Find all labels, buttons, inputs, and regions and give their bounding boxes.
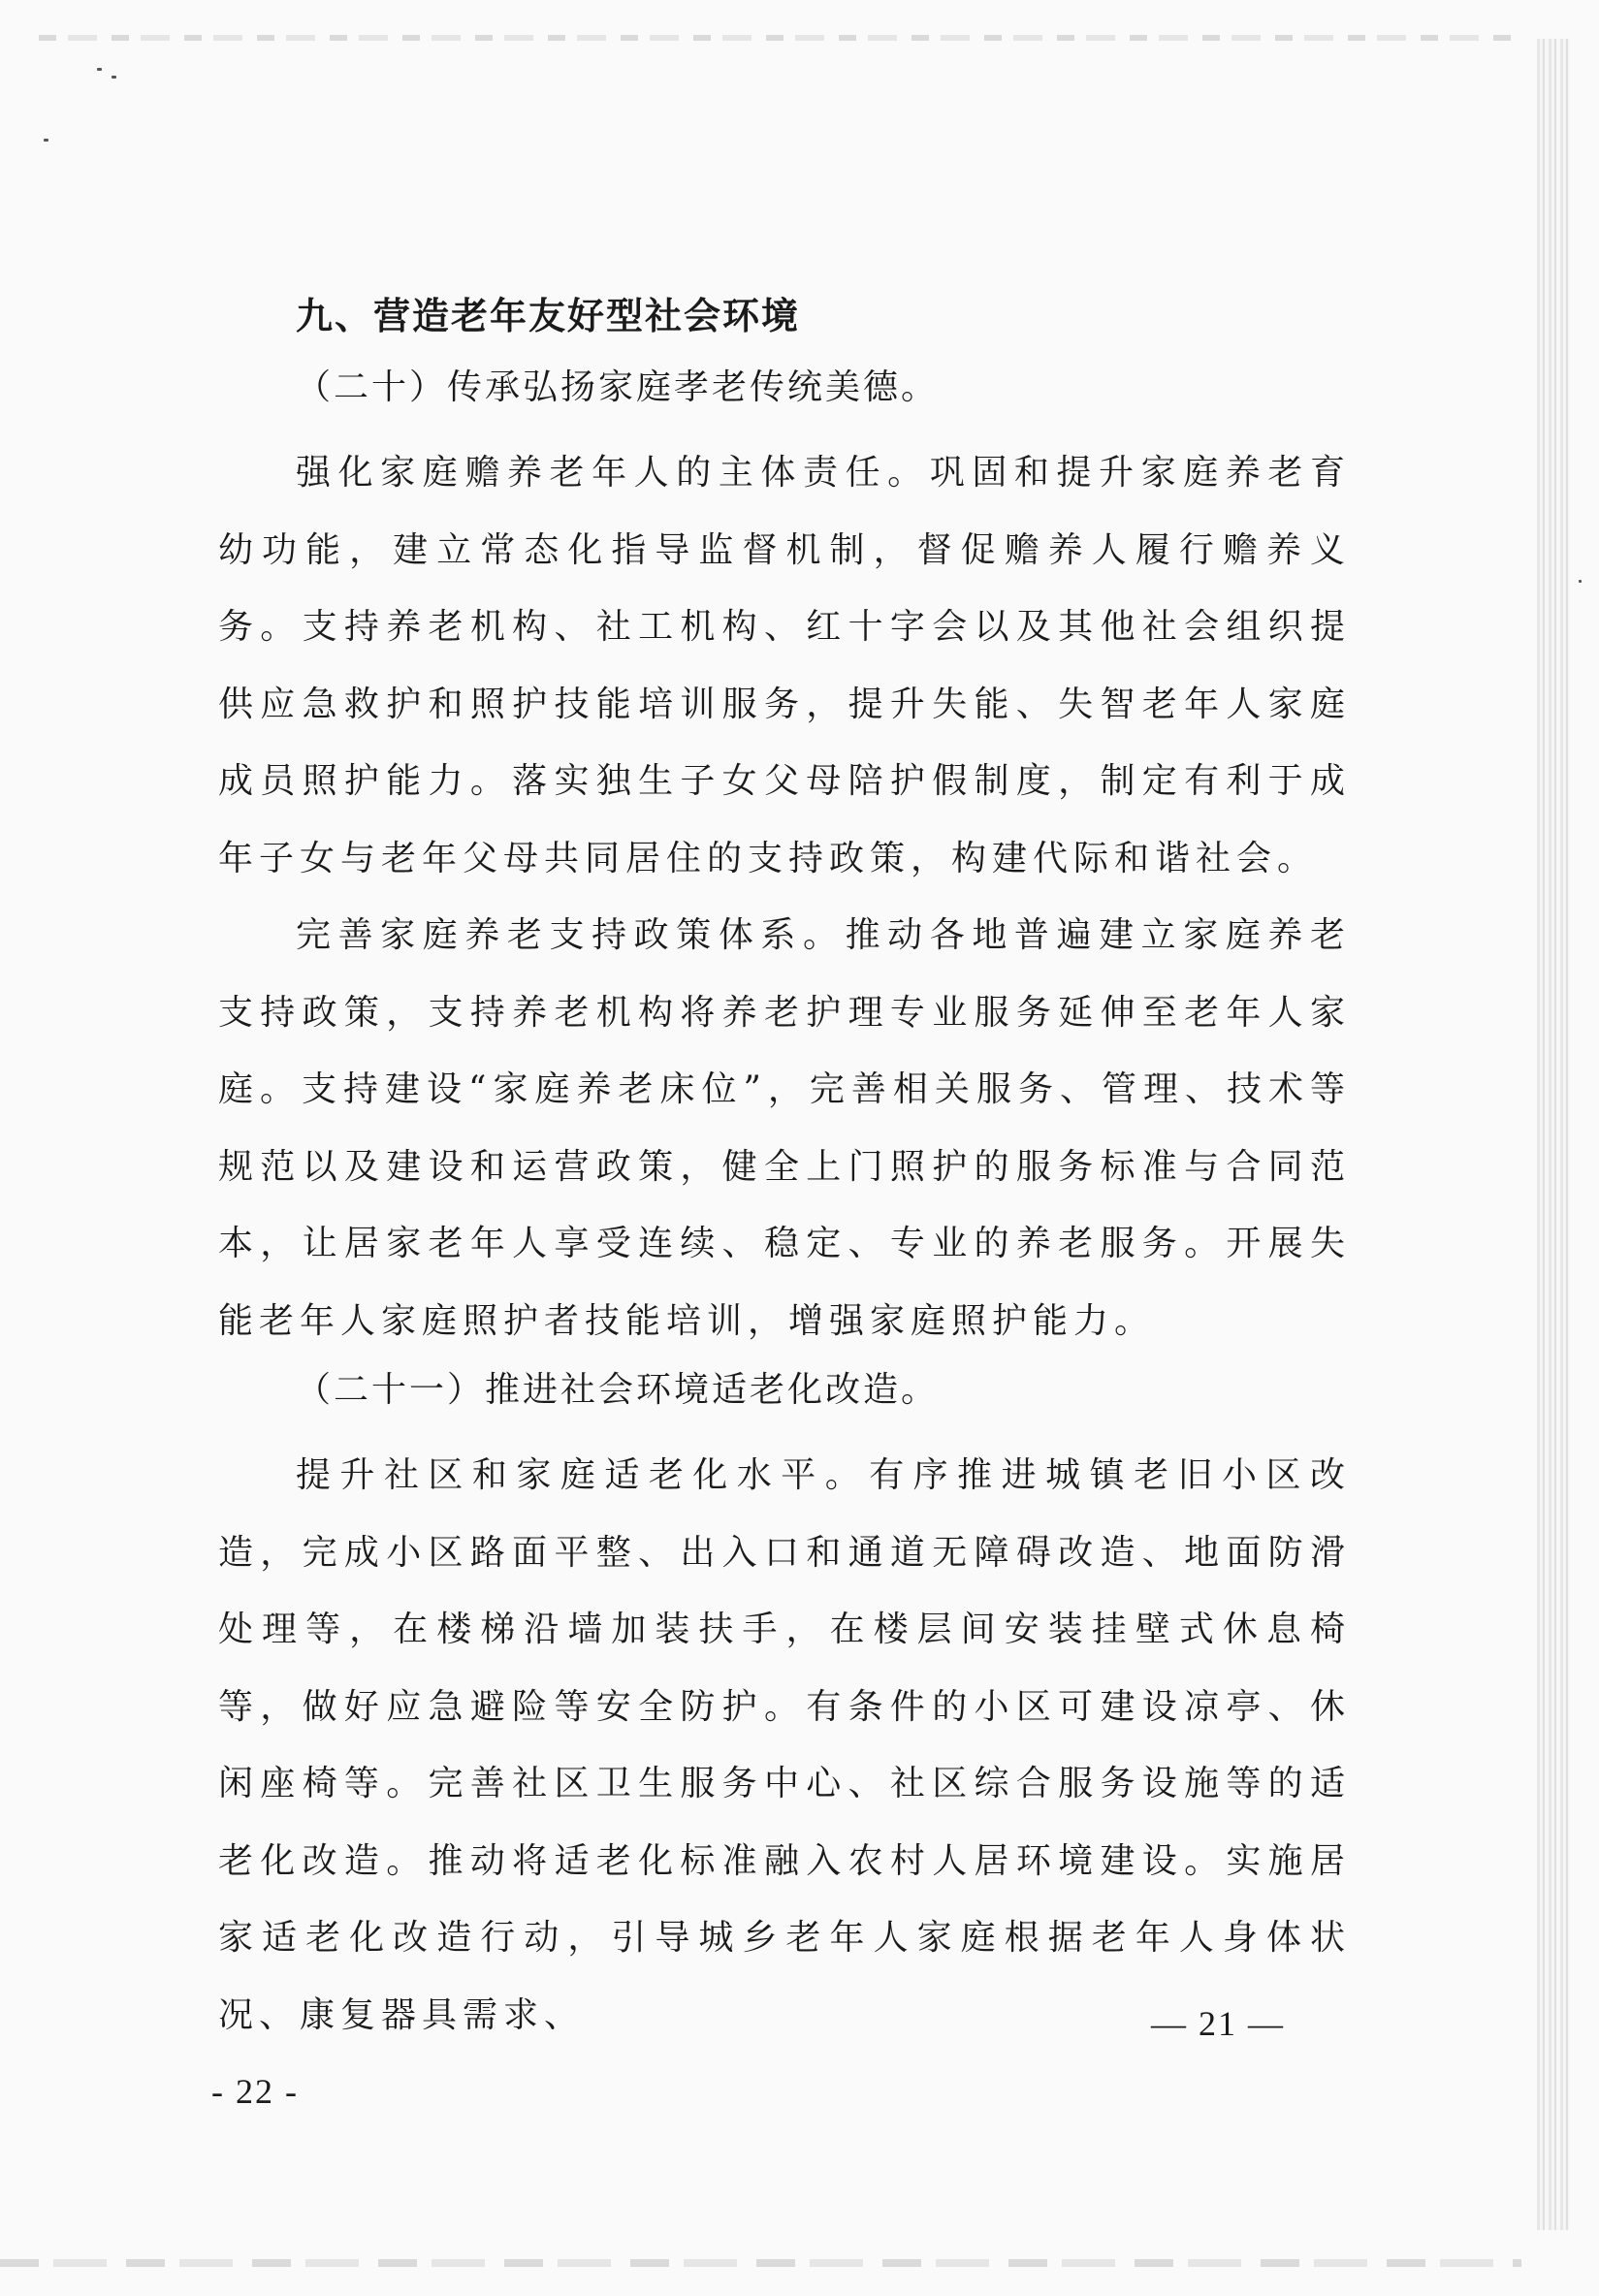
subsection-heading: （二十一）推进社会环境适老化改造。 xyxy=(296,1370,940,1410)
scan-page-number: - 22 - xyxy=(211,2072,299,2111)
section-heading: 九、营造老年友好型社会环境 xyxy=(296,295,801,337)
scan-artifact-right xyxy=(1537,39,1570,2230)
scan-artifact-bottom xyxy=(0,2259,1521,2267)
scan-speck xyxy=(97,68,102,71)
scan-artifact-top xyxy=(39,35,1521,41)
scan-speck xyxy=(1579,580,1582,583)
scan-speck xyxy=(112,76,116,79)
paragraph: 完善家庭养老支持政策体系。推动各地普遍建立家庭养老支持政策，支持养老机构将养老护理专业服务延伸至老年人家庭。支持建设“家庭养老床位”，完善相关服务、管理、技术等规范以及建设和运营政策，健全上门照护的服务标准与合同范本，让居家老年人享受连续、稳定、专业的养老服务。开展失能老年人家庭照护者技能培训，增强家庭照护能力。 xyxy=(218,915,1351,1341)
printed-page-number: — 21 — xyxy=(1151,2004,1285,2043)
document-body xyxy=(218,291,1351,2054)
paragraph: 强化家庭赡养老年人的主体责任。巩固和提升家庭养老育幼功能，建立常态化指导监督机制，督促赡养人履行赡养义务。支持养老机构、社工机构、红十字会以及其他社会组织提供应急救护和照护技能培训服务，提升失能、失智老年人家庭成员照护能力。落实独生子女父母陪护假制度，制定有利于成年子女与老年父母共同居住的支持政策，构建代际和谐社会。 xyxy=(218,453,1351,878)
subsection-heading: （二十）传承弘扬家庭孝老传统美德。 xyxy=(296,367,940,407)
scan-speck xyxy=(44,139,48,142)
paragraph: 提升社区和家庭适老化水平。有序推进城镇老旧小区改造，完成小区路面平整、出入口和通道无障碍改造、地面防滑处理等，在楼梯沿墙加装扶手，在楼层间安装挂壁式休息椅等，做好应急避险等安全防护。有条件的小区可建设凉亭、休闲座椅等。完善社区卫生服务中心、社区综合服务设施等的适老化改造。推动将适老化标准融入农村人居环境建设。实施居家适老化改造行动，引导城乡老年人家庭根据老年人身体状况、康复器具需求、 xyxy=(218,1455,1351,2035)
